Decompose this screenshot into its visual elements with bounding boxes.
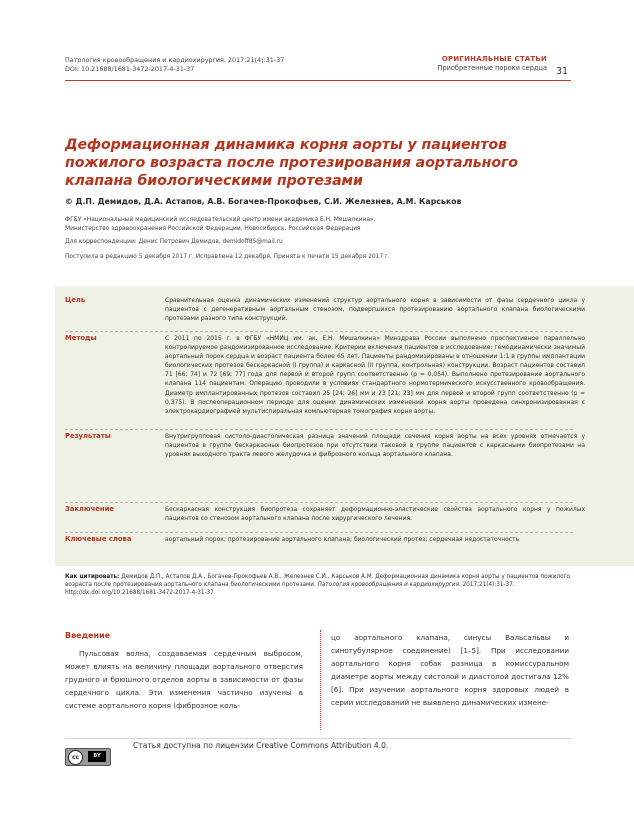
- cc-icon: cc: [68, 750, 83, 765]
- cite-journal: Патология кровообращения и кардиохирургия.: [317, 582, 461, 589]
- methods-text: С 2011 по 2015 г. в ФГБУ «НМИЦ им. ак. Е.Н. Мешалкина» Минздрава России выполнено проспективное параллельно контролируемое рандомизированное исследование. Критерии включения пациентов в исследование: гемодинамически значимый аортальный порок сердца и возраст пациента более 65 лет. Пациенты рандомизированы в отношении 1:1 в группы имплантации биологических протезов бескаркасной (I группа) и каркасной (II группа, контрольная) конструкции. Возраст пациентов составил 71 [66; 74] и 72 [69; 77] года для первой и второй групп соответственно (p = 0,054). Выполнено протезирование аортального клапана 114 пациентам. Операцию проводили в условиях стандартного нормотермического искусственного кровообращения. Диаметр имплантированных протезов составил 25 [24; 26] мм и 23 [21; 23] мм для первой и второй групп соответственно (p = 0,375). В послеоперационном периоде для оценки динамических изменений корня аорты проведена синхронизированная с электрокардиографией мультиспиральная компьютерная томография корня аорты.: [165, 335, 585, 415]
- abstract-divider: [65, 331, 573, 332]
- header-divider: [65, 80, 571, 81]
- section-header: [437, 55, 547, 73]
- intro-heading: Введение: [65, 631, 111, 640]
- methods-label: Методы: [65, 334, 97, 342]
- abstract-box: [55, 286, 634, 566]
- keywords-label: Ключевые слова: [65, 535, 132, 543]
- results-text: Внутригрупповая систоло-диастолическая разница значений площади сечения корня аорты на всех уровнях отмечается у пациентов в группе бескаркасных биопротезов при отсутствии таковой в группе пациентов с каркасными биопротезами на уровнях выходного тракта левого желудочка и фиброзного кольца аортального клапана.: [165, 433, 585, 459]
- conclusion-label: Заключение: [65, 505, 114, 513]
- how-to-cite: [65, 573, 575, 598]
- abstract-divider: [65, 429, 573, 430]
- correspondence: Для корреспонденции: Денис Петрович Демидов, demidoff85@mail.ru: [65, 239, 283, 245]
- affiliation-line-2: Министерство здравоохранения Российской Федерации, Новосибирск, Российская Федерация: [65, 226, 361, 233]
- goal-text: Сравнительная оценка динамических изменений структур аортального корня в зависимости от фазы сердечного цикла у пациентов с дегенеративным аортальным стенозом, подвергшихся протезированию аортального клапана биологическими протезами разного типа конструкций.: [165, 297, 585, 323]
- affiliation-line-1: ФГБУ «Национальный медицинский исследовательский центр имени академика Е.Н. Мешалкина»,: [65, 217, 376, 223]
- doi-line: DOI: 10.21688/1681-3472-2017-4-31-37: [65, 64, 195, 73]
- keywords-text: аортальный порок; протезирование аортального клапана; биологический протез; сердечная недостаточность: [165, 536, 520, 543]
- license-text: Статья доступна по лицензии Creative Commons Attribution 4.0.: [133, 741, 389, 750]
- subsection-label: Приобретенные пороки сердца: [437, 64, 547, 72]
- cc-by-license-icon[interactable]: [65, 748, 111, 766]
- affiliation: [65, 216, 525, 235]
- article-title: Деформационная динамика корня аорты у пациентов пожилого возраста после протезирования аортального клапана биологическими протезами: [65, 137, 518, 189]
- conclusion-text: Бескаркасная конструкция биопротеза сохраняет деформационно-эластические свойства аортального корня у пожилых пациентов со стенозом аортального клапана после хирургического лечения.: [165, 506, 585, 523]
- footer-divider: [65, 738, 571, 739]
- authors: © Д.П. Демидов, Д.А. Астапов, А.В. Богачев-Прокофьев, С.И. Железнев, А.М. Карськов: [65, 197, 462, 206]
- section-label: ОРИГИНАЛЬНЫЕ СТАТЬИ: [441, 55, 547, 63]
- goal-label: Цель: [65, 296, 86, 304]
- page-number: 31: [556, 66, 569, 77]
- abstract-divider: [65, 532, 573, 533]
- cite-label: Как цитировать:: [65, 574, 120, 580]
- journal-line: Патология кровообращения и кардиохирургия. 2017;21(4):31-37: [65, 56, 285, 64]
- column-divider: [320, 630, 321, 730]
- running-header: [65, 56, 284, 73]
- received-dates: Поступила в редакцию 5 декабря 2017 г. Исправлена 12 декабря. Принята к печати 15 декабря 2017 г.: [65, 254, 390, 260]
- results-label: Результаты: [65, 432, 111, 440]
- cite-text: Демидов Д.П., Астапов Д.А., Богачев-Прокофьев А.В., Железнев С.И., Карськов А.М. Деформационная динамика корня аорты у пациентов пожилого возраста после протезирования аортального клапана биологическими протезами.: [65, 574, 571, 589]
- intro-left-column: Пульсовая волна, создаваемая сердечным выбросом, может влиять на величину площади аортального отверстия грудного и брюшного отделов аорты в зависимости от фазы сердечного цикла. Эти изменения частично изучены в системе аортального корня (фиброзное коль-: [65, 649, 303, 711]
- abstract-divider: [65, 502, 573, 503]
- intro-right-column: цо аортального клапана, синусы Вальсальвы и синотубулярное соединение) [1–5]. При исследовании аортального корня собак разница в комиссуральном диаметре аорты между систолой и диастолой достигала 12% [6]. При изучении аортального корня здоровых людей в серии исследований не выявлено динамических измене-: [331, 633, 569, 708]
- cite-ref[interactable]: 2017;21(4):31-37. http://dx.doi.org/10.21688/1681-3472-2017-4-31-37: [65, 582, 515, 597]
- by-icon: BY: [88, 751, 106, 762]
